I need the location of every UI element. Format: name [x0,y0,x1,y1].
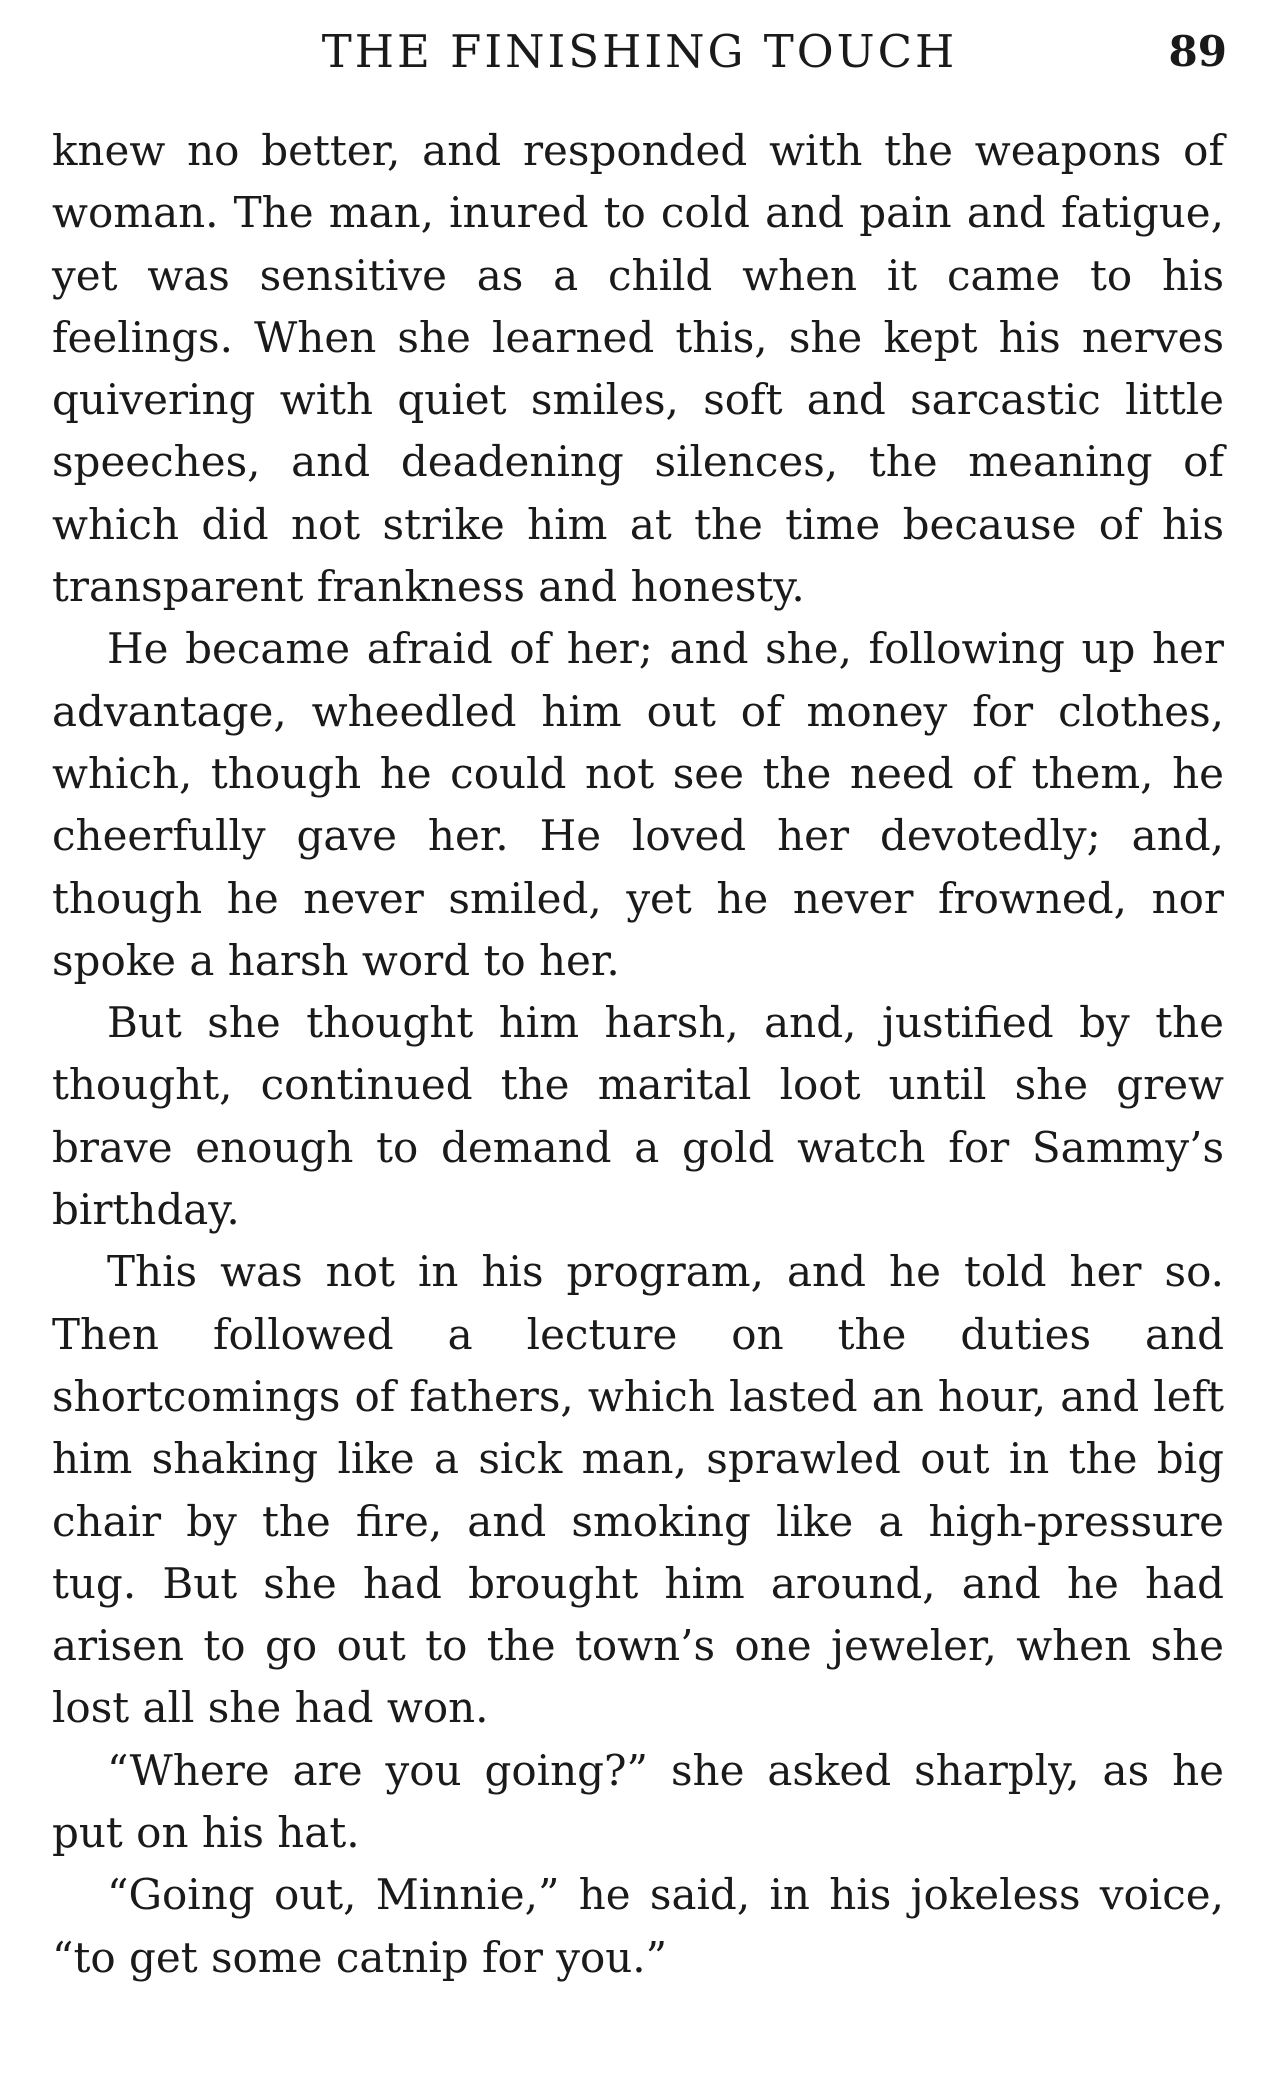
running-head-title: THE FINISHING TOUCH [321,25,958,78]
paragraph-2: He became afraid of her; and she, following up her advantage, wheedled him out of money for clothes, which, though he could not see the need of them, he cheerfully gave her. He loved her devotedly; and, though he never smiled, yet he never frowned, nor spoke a harsh word to her. [52,624,1224,985]
page-number: 89 [1168,27,1227,76]
page-header [52,22,1227,82]
paragraph-4: This was not in his program, and he told her so. Then followed a lecture on the duties and shortcomings of fathers, which lasted an hour, and left him shaking like a sick man, sprawled out in the big chair by the fire, and smoking like a high-pressure tug. But she had brought him around, and he had arisen to go out to the town’s one jeweler, when she lost all she had won. [52,1247,1224,1733]
paragraph-6: “Going out, Minnie,” he said, in his jokeless voice, “to get some catnip for you.” [52,1870,1224,1982]
paragraph-5: “Where are you going?” she asked sharply, as he put on his hat. [52,1745,1224,1858]
paragraph-1: knew no better, and responded with the weapons of woman. The man, inured to cold and pain and fatigue, yet was sensitive as a child when it came to his feelings. When she learned this, she kept his nerves quivering with quiet smiles, soft and sarcastic little speeches, and deadening silences, the meaning of which did not strike him at the time because of his transparent frankness and honesty. [52,126,1224,612]
body-text [52,120,1224,1989]
paragraph-3: But she thought him harsh, and, justified by the thought, continued the marital loot until she grew brave enough to demand a gold watch for Sammy’s birthday. [52,998,1224,1235]
